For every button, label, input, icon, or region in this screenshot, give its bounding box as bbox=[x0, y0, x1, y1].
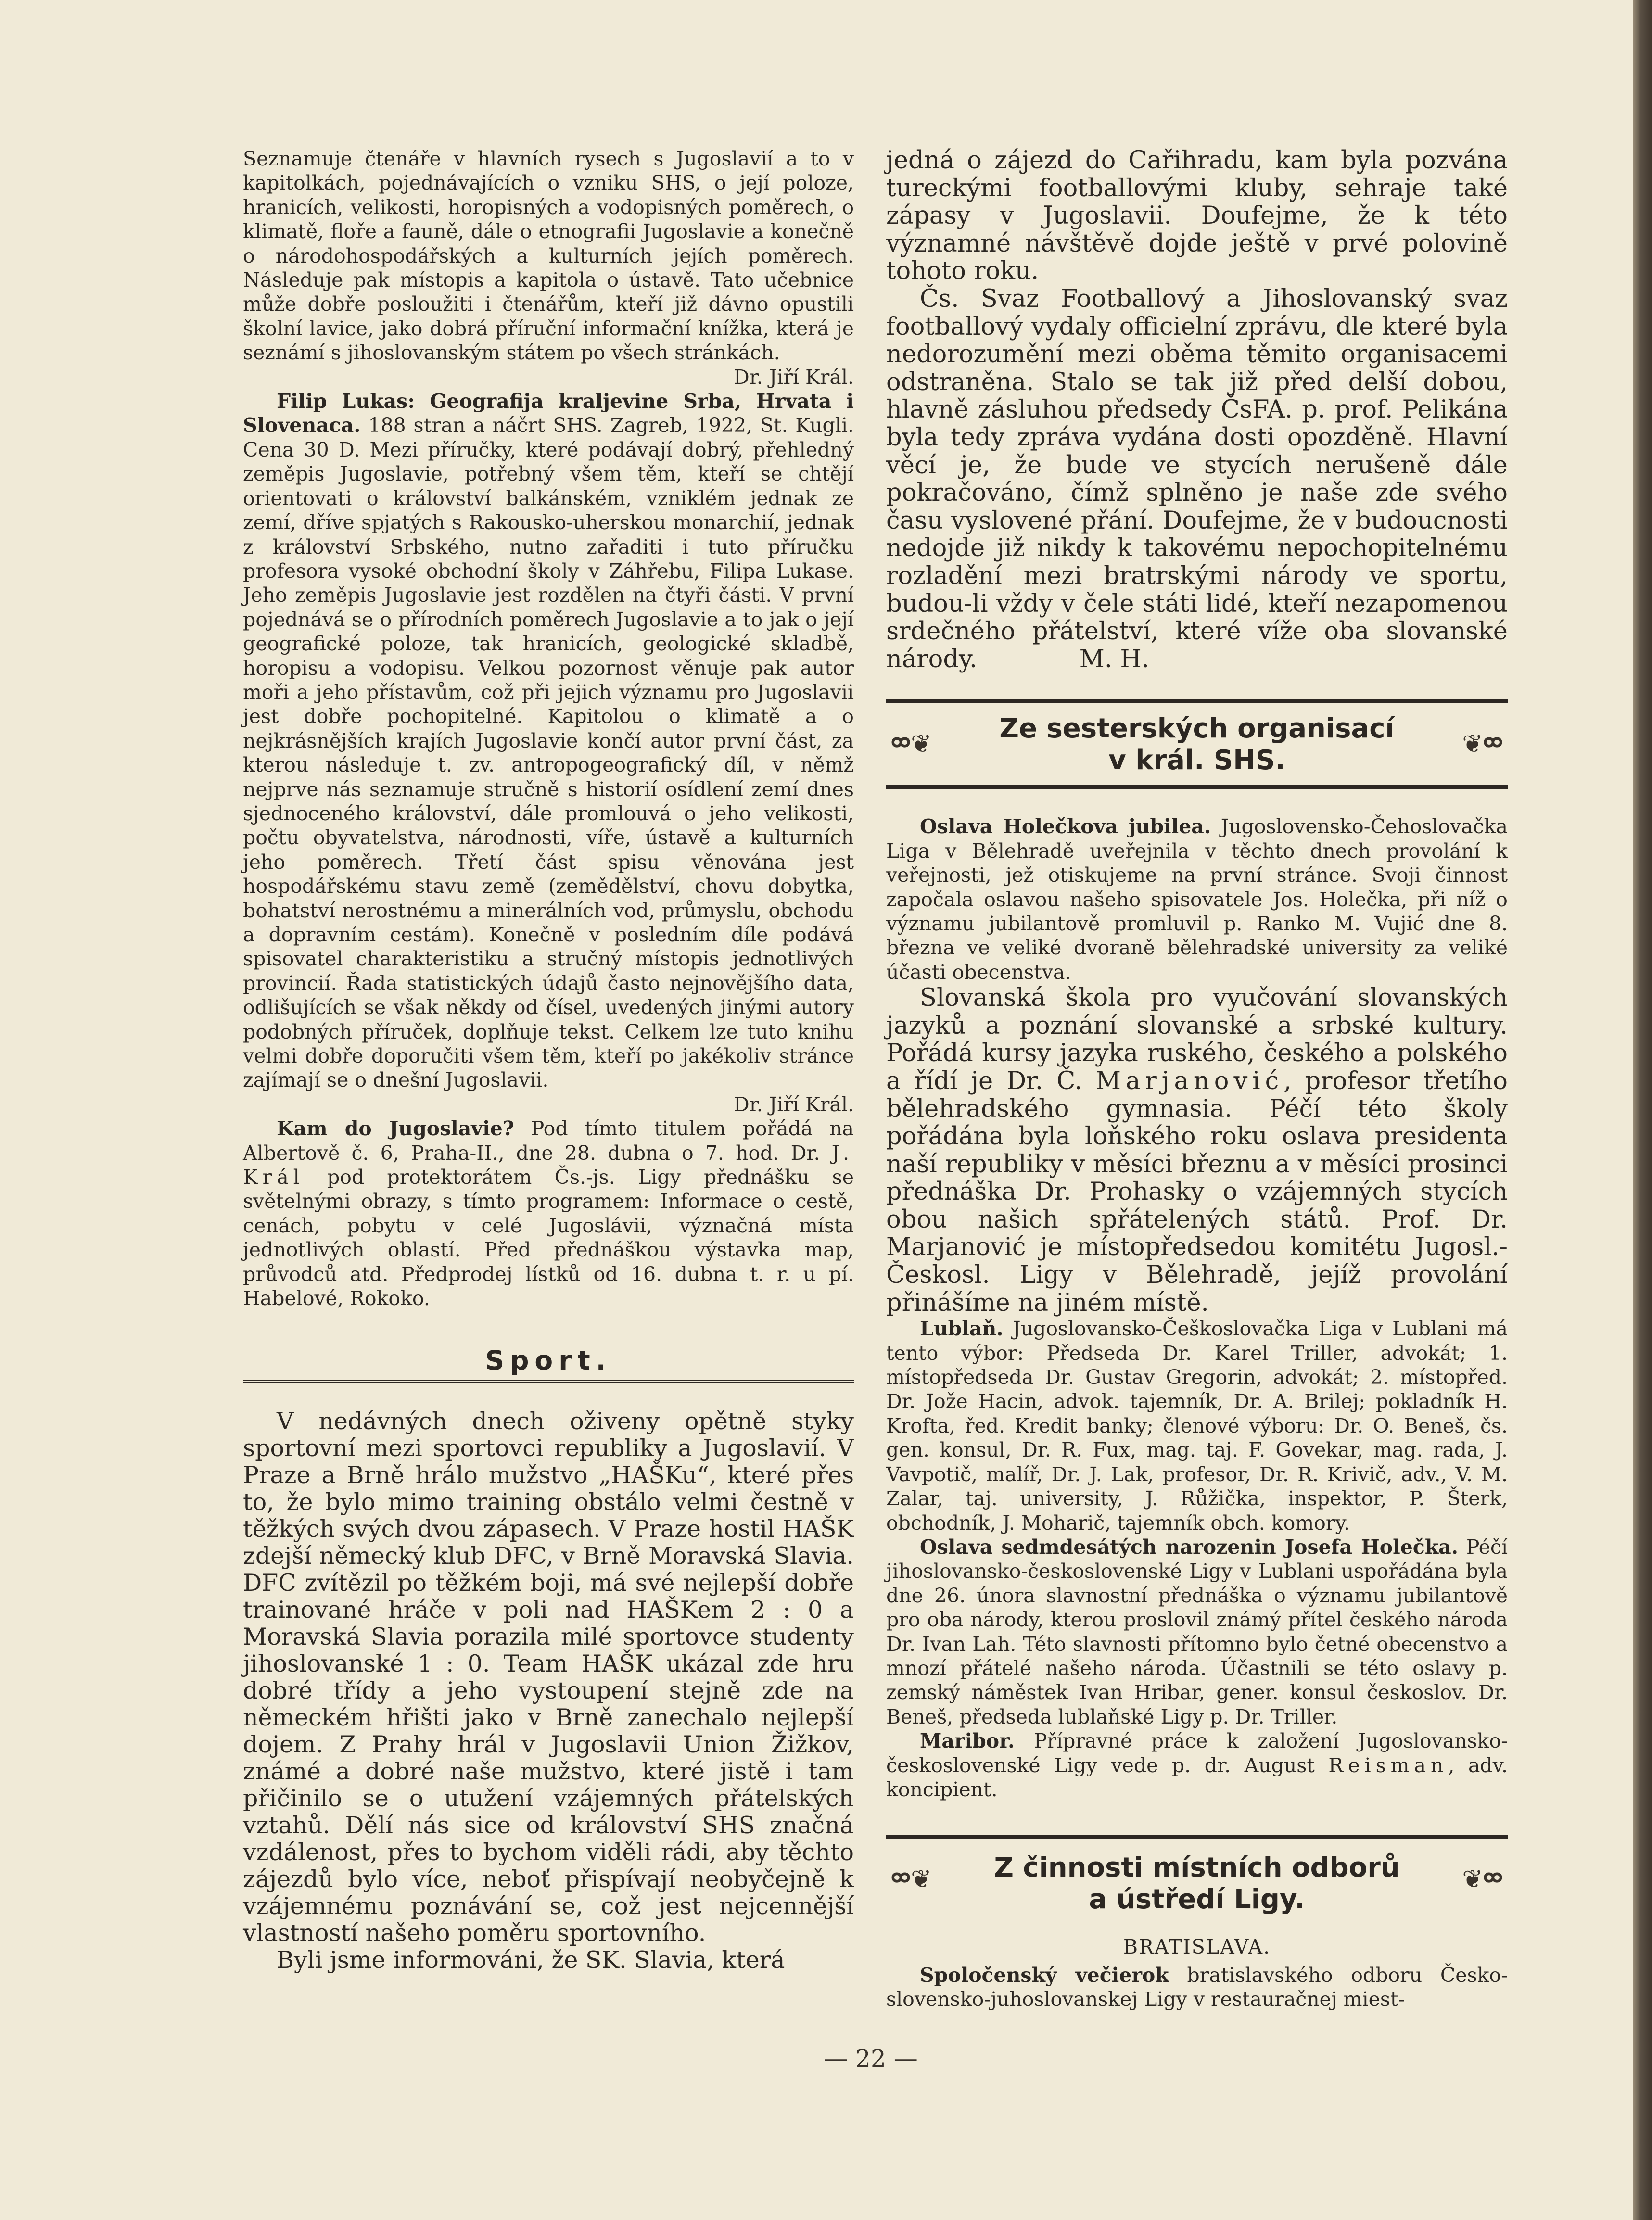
left-column bbox=[243, 147, 854, 1974]
marjanovic-name: Marjanović bbox=[1095, 1066, 1284, 1095]
maribor-title: Maribor. bbox=[920, 1729, 1015, 1753]
holecek-jubilee-title: Oslava Holečkova jubilea. bbox=[920, 815, 1211, 838]
sport-paragraph-2: Byli jsme informováni, že SK. Slavia, která bbox=[277, 1946, 785, 1974]
lublan-item: Lublaň. Jugoslovansko-Češkoslovačka Liga v Lublani má tento výbor: Předseda Dr. Karel Triller, advokát; 1. místopředseda Dr. Gustav Gregorin, advokát; 2. místopřed. Dr. Jože Hacin, advok. tajemník, Dr. A. Brilej; pokladník H. Krofta, řed. Kredit banky; členové výboru: Dr. O. Beneš, čs. gen. konsul, Dr. R. Fux, mag. taj. F. Govekar, mag. rada, J. Vavpotič, malíř, Dr. J. Lak, profesor, Dr. R. Krivič, adv., V. M. Zalar, taj. university, J. Růžička, inspektor, P. Šterk, obchodník, J. Moharič, tajemník obch. komory. bbox=[886, 1317, 1508, 1535]
lublan-title: Lublaň. bbox=[920, 1317, 1004, 1341]
sport-paragraph-3: Čs. Svaz Footballový a Jihoslovanský svaz footballový vydaly officielní zprávu, dle které byla nedorozumění mezi oběma těmito organisacemi odstraněna. Stalo se tak již před delší dobou, hlavně zásluhou předsedy ČsFA. p. prof. Pelikána byla tedy zpráva vydána dosti opozděně. Hlavní věcí je, že bude ve stycích nerušeně dále pokračováno, čímž splněno je naše zde svého času vyslovené přání. Doufejme, že v budoucnosti nedojde již nikdy k takovému nepochopitelnému rozladění mezi bratrskými národy ve sportu, budou-li vždy v čele státi lidé, kteří nezapomenou srdečného přátelství, které víže oba slovanské národy. M. H. bbox=[886, 284, 1508, 673]
sport-section-heading: Sport. bbox=[243, 1341, 854, 1383]
signature-mh: M. H. bbox=[1079, 645, 1150, 673]
page-number: — 22 — bbox=[824, 2044, 918, 2072]
signature-kral-2: Dr. Jiří Král. bbox=[733, 1092, 854, 1116]
kam-do-jugoslavie-title: Kam do Jugoslavie? bbox=[277, 1117, 514, 1141]
jugoslavie-book-review: Seznamuje čtenáře v hlavních rysech s Jugoslavií a to v kapitolkách, pojednávajících o vzniku SHS, o její poloze, hranicích, velikosti, horopisných a vodopisných poměrech, o klimatě, floře a fauně, dále o etnografii Jugoslavie a konečně o národohospodářských a kulturních jejích poměrech. Následuje pak místopis a kapitola o ústavě. Tato učebnice může dobře posloužiti i čtenářům, kteří již dávno opustili školní lavice, jako dobrá příruční informační knížka, která je seznámí s jihoslovanským státem po všech stránkách. bbox=[243, 147, 854, 365]
bratislava-title: Spoločenský večierok bbox=[920, 1963, 1169, 1987]
reisman-name: Reisman bbox=[1328, 1753, 1449, 1777]
slavic-school-item: Slovanská škola pro vyučování slovanských jazyků a poznání slovanské a srbské kultury. Pořádá kursy jazyka ruského, českého a polského a řídí je Dr. Č. Marjanović, profesor třetího bělehradského gymnasia. Péčí této školy pořádána byla loňského roku oslava presidenta naší republiky v měsíci březnu a v měsíci prosinci přednáška Dr. Prohasky o vzájemných stycích obou našich spřátelených států. Prof. Dr. Marjanović je místopředsedou komitétu Jugosl.-Českosl. Ligy v Bělehradě, jejíž provolání přinášíme na jiném místě. bbox=[886, 984, 1508, 1317]
lukas-book-review: Filip Lukas: Geografija kraljevine Srba, Hrvata i Slovenaca. 188 stran a náčrt SHS. Zagreb, 1922, St. Kugli. Cena 30 D. Mezi příručky, které podávají dobrý, přehledný zeměpis Jugoslavie, potřebný všem těm, kteří se chtějí orientovati o království balkánském, vzniklém jednak ze zemí, dříve spjatých s Rakousko-uherskou monarchií, jednak z království Srbského, nutno zařaditi i tuto příručku profesora vysoké obchodní školy v Záhřebu, Filipa Lukase. Jeho zeměpis Jugoslavie jest rozdělen na čtyři části. V první pojednává se o přírodních poměrech Jugoslavie a to jak o její geografické poloze, tak hranicích, geologické skladbě, horopisu a vodopisu. Velkou pozornost věnuje pak autor moři a jeho přístavům, což při jejich významu pro Jugoslavii jest dobře pochopitelné. Kapitolou o klimatě a o nejkrásnějších krajích Jugoslavie končí autor první část, za kterou následuje t. zv. antropogeografický díl, v němž nejprve nás seznamuje stručně s historií osídlení zemí dnes sjednoceného království, dále promlouvá o jeho velikosti, počtu obyvatelstva, národnosti, víře, ústavě a kulturních jeho poměrech. Třetí část spisu věnována jest hospodářskému stavu země (zemědělství, chovu dobytka, bohatství nerostnému a minerálních vod, průmyslu, obchodu a dopravním cestám). Konečně v posledním díle podává spisovatel charakteristiku a stručný místopis jednotlivých provincií. Řada statistických údajů často nejnovějšího data, odlišujících se však někdy od čísel, uvedených jinými autory podobných příruček, doplňuje tekst. Celkem lze tuto knihu velmi dobře doporučiti všem těm, kteří po jakékoliv stránce zajímají se o dnešní Jugoslavii. bbox=[243, 390, 854, 1092]
right-ornament-icon: ❦ᢁ bbox=[1462, 1865, 1503, 1894]
seventieth-birthday-title: Oslava sedmdesátých narozenin Josefa Holečka. bbox=[920, 1535, 1458, 1559]
local-branches-heading: ᢁ❦ Z činnosti místních odborů a ústředí Ligy. ❦ᢁ bbox=[886, 1835, 1508, 1920]
right-ornament-icon: ❦ᢁ bbox=[1462, 730, 1503, 759]
sport-paragraph-1: V nedávných dnech oživeny opětně styky sportovní mezi sportovci republiky a Jugoslavií. V Praze a Brně hrálo mužstvo „HAŠKu“, které přes to, že bylo mimo training obstálo velmi čestně v těžkých svých dvou zápasech. V Praze hostil HAŠK zdejší německý klub DFC, v Brně Moravská Slavia. DFC zvítězil po těžkém boji, má své nejlepší dobře trainované hráče v poli nad HAŠKem 2 : 0 a Moravská Slavia porazila milé sportovce studenty jihoslovanské 1 : 0. Team HAŠK ukázal zde hru dobré třídy a jeho vystoupení stejně zde na německém hřišti jako v Brně zanechalo nejlepší dojem. Z Prahy hrál v Jugoslavii Union Žižkov, známé a dobré naše mužstvo, které jistě i tam přičinilo se o utužení vzájemných přátelských vztahů. Dělí nás sice od království SHS značná vzdálenost, přes to bychom viděli rádi, aby těchto zájezdů bylo více, neboť přispívají neobyčejně k vzájemnému poznávání se, což jest nejcennější vlastností našeho poměru sportovního. bbox=[243, 1407, 854, 1947]
city-heading: BRATISLAVA. bbox=[1123, 1935, 1271, 1959]
right-column bbox=[886, 147, 1508, 2012]
seventieth-birthday-item: Oslava sedmdesátých narozenin Josefa Holečka. Péčí jihoslovansko-československé Ligy v Lublani uspořádána byla dne 26. února slavnostní přednáška o významu jubilantově pro oba národy, kterou proslovil známý přítel českého národa Dr. Ivan Lah. Této slavnosti přítomno bylo četné obecenstvo a mnozí přátelé našeho národa. Účastnili se této oslavy p. zemský náměstek Ivan Hribar, gener. konsul českoslov. Dr. Beneš, předseda lublaňské Ligy p. Dr. Triller. bbox=[886, 1535, 1508, 1728]
lukas-book-title: Filip Lukas: Geografija kraljevine Srba, Hrvata i Slovenaca. bbox=[243, 390, 854, 437]
holecek-jubilee-item: Oslava Holečkova jubilea. Jugoslovensko-Čehoslovačka Liga v Bělehradě uveřejnila v těchto dnech provolání k veřejnosti, jež otiskujeme na první stránce. Svoji činnost započala oslavou našeho spisovatele Jos. Holečka, při níž o významu jubilantově promluvil p. Ranko M. Vujić dne 8. března ve veliké dvoraně bělehradské university za veliké účasti obecenstva. bbox=[886, 815, 1508, 984]
bratislava-item: Spoločenský večierok bratislavského odboru Česko-slovensko-juhoslovanskej Ligy v restauračnej miest- bbox=[886, 1963, 1508, 2011]
speaker-name: J. Král bbox=[243, 1141, 854, 1189]
kam-do-jugoslavie-notice: Kam do Jugoslavie? Pod tímto titulem pořádá na Albertově č. 6, Praha-II., dne 28. dubna o 7. hod. Dr. J. Král pod protektorátem Čs.-js. Ligy přednášku se světelnými obrazy, s tímto programem: Informace o cestě, cenách, pobytu v celé Jugoslávii, význačná místa jednotlivých oblastí. Před přednáškou výstavka map, průvodců atd. Předprodej lístků od 16. dubna t. r. u pí. Habelové, Rokoko. bbox=[243, 1117, 854, 1310]
binding-edge bbox=[1633, 0, 1652, 2220]
maribor-item: Maribor. Přípravné práce k založení Jugoslovansko-československé Ligy vede p. dr. August Reisman, adv. koncipient. bbox=[886, 1729, 1508, 1801]
signature-kral-1: Dr. Jiří Král. bbox=[733, 365, 854, 389]
sister-organisations-heading: ᢁ❦ Ze sesterských organisací v král. SHS. ❦ᢁ bbox=[886, 699, 1508, 789]
left-ornament-icon: ᢁ❦ bbox=[891, 1865, 932, 1894]
left-ornament-icon: ᢁ❦ bbox=[891, 730, 932, 759]
sport-paragraph-2-continued: jedná o zájezd do Cařihradu, kam byla pozvána tureckými footballovými kluby, sehraje také zápasy v Jugoslavii. Doufejme, že k této významné návštěvě dojde ještě v prvé polovině tohoto roku. bbox=[886, 146, 1508, 286]
